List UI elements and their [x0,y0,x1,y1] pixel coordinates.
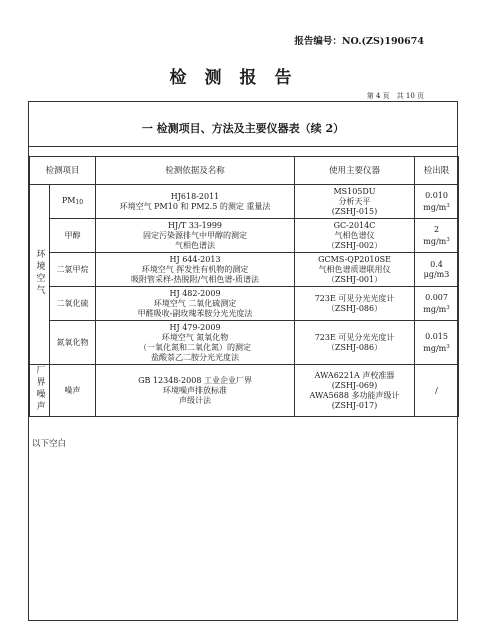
instrument-line: （ZSHJ-086） [326,342,383,352]
column-header: 检出限 [415,157,459,185]
limit-unit [417,342,456,354]
item-cell [50,321,96,365]
instrument-line: GC-2014C [333,220,376,230]
item-subscript: 10 [75,198,84,206]
detection-limit-cell [415,219,459,253]
unit-text: mg/m [423,343,447,353]
instrument-line: 723E 可见分光光度计 [314,293,395,303]
table-row [30,365,459,417]
unit-superscript: 3 [446,236,450,243]
detection-limit-cell [415,253,459,287]
instrument-cell [295,185,415,219]
item-name: 二氯甲烷 [56,264,89,274]
unit-superscript: 3 [446,304,450,311]
detection-limit-cell [415,185,459,219]
basis-line: HJ 479-2009 [169,322,221,332]
instrument-line: （ZSHJ-086） [326,303,383,313]
end-of-content-note: 以下空白 [32,439,67,449]
section-title: 一 检测项目、方法及主要仪器表（续 2） [141,122,345,135]
basis-line: 吸附管采样-热脱附/气相色谱-质谱法 [130,274,260,284]
instrument-cell [295,365,415,417]
document-title: 检测报告 [169,68,310,88]
basis-line: 环境空气 氮氧化物 [161,332,229,342]
basis-line: （一氧化氮和二氧化氮）的测定 [139,342,252,352]
detection-limit-cell [415,365,459,417]
methods-instruments-table [29,156,459,417]
detection-limit-cell [415,321,459,365]
basis-cell [96,185,295,219]
table-row [30,219,459,253]
basis-line: HJ/T 33-1999 [168,220,223,230]
basis-cell [96,365,295,417]
table-row [30,287,459,321]
item-name: 二氧化硫 [56,298,89,308]
item-cell [50,287,96,321]
basis-line: 环境空气 二氧化硫测定 [153,298,237,308]
detection-limit-cell [415,287,459,321]
limit-value: 0.4 [430,259,443,269]
basis-line: HJ618-2011 [170,191,220,201]
column-header: 使用主要仪器 [295,157,415,185]
basis-line: 环境空气 挥发性有机物的测定 [141,264,249,274]
limit-value: 0.010 [425,190,448,200]
instrument-line: GCMS-QP2010SE [318,254,391,264]
instrument-line: 气相色谱仪 [334,230,375,240]
unit-superscript: 3 [446,202,450,209]
basis-cell [96,321,295,365]
instrument-cell [295,219,415,253]
basis-cell [96,253,295,287]
basis-line: 声级计法 [179,395,212,405]
instrument-line: AWA5688 多功能声级计 [309,390,400,400]
basis-line: 盐酸萘乙二胺分光光度法 [151,352,240,362]
instrument-cell [295,321,415,365]
basis-line: 环境噪声排放标准 [163,385,228,395]
instrument-cell [295,253,415,287]
instrument-line: 分析天平 [338,196,371,206]
basis-line: 环境空气 PM10 和 PM2.5 的测定 重量法 [119,201,271,211]
column-header: 检测依据及名称 [96,157,295,185]
item-cell [50,365,96,417]
item-name: PM [61,195,76,205]
limit-unit [417,201,456,213]
instrument-line: (ZSHJ-015) [331,206,378,216]
basis-line: HJ 482-2009 [169,288,221,298]
limit-value: 0.015 [425,331,448,341]
table-row [30,253,459,287]
unit-superscript: 3 [446,343,450,350]
basis-cell [96,219,295,253]
limit-unit [417,270,456,280]
limit-unit [417,303,456,315]
category-cell [30,365,50,417]
table-header-row [30,157,459,185]
category-label: 环境空气 [34,249,45,297]
item-cell [50,185,96,219]
limit-value: / [435,385,438,395]
limit-value: 0.007 [425,292,448,302]
table-row [30,185,459,219]
item-name: 甲醇 [64,230,81,240]
page-indicator: 第 4 页 共 10 页 [366,92,424,100]
instrument-line: （ZSHJ-002） [326,240,383,250]
unit-text: μg/m3 [423,269,450,279]
instrument-line: (ZSHJ-069) [331,380,378,390]
unit-text: mg/m [423,304,447,314]
report-frame [28,101,458,621]
basis-line: GB 12348-2008 工业企业厂界 [138,375,252,385]
instrument-cell [295,287,415,321]
item-cell [50,219,96,253]
instrument-line: (ZSHJ-017) [331,400,378,410]
report-number: 报告编号：NO.(ZS)190674 [294,36,424,47]
basis-line: HJ 644-2013 [169,254,221,264]
unit-text: mg/m [423,236,447,246]
instrument-line: 723E 可见分光光度计 [314,332,395,342]
instrument-line: AWA6221A 声校准器 [314,370,395,380]
basis-cell [96,287,295,321]
section-divider [29,146,457,147]
column-header: 检测项目 [30,157,96,185]
basis-line: 气相色谱法 [175,240,216,250]
limit-value: 2 [433,224,440,234]
unit-text: mg/m [423,202,447,212]
limit-unit [417,235,456,247]
basis-line: 甲醛吸收-副玫瑰苯胺分光光度法 [137,308,253,318]
item-cell [50,253,96,287]
category-label: 厂界噪声 [34,365,45,413]
instrument-line: MS105DU [333,186,376,196]
item-name: 氮氧化物 [56,337,89,347]
basis-line: 固定污染源排气中甲醇的测定 [143,230,248,240]
instrument-line: （ZSHJ-001） [326,274,383,284]
category-cell [30,185,50,365]
instrument-line: 气相色谱质谱联用仪 [318,264,391,274]
table-row [30,321,459,365]
item-name: 噪声 [64,385,81,395]
